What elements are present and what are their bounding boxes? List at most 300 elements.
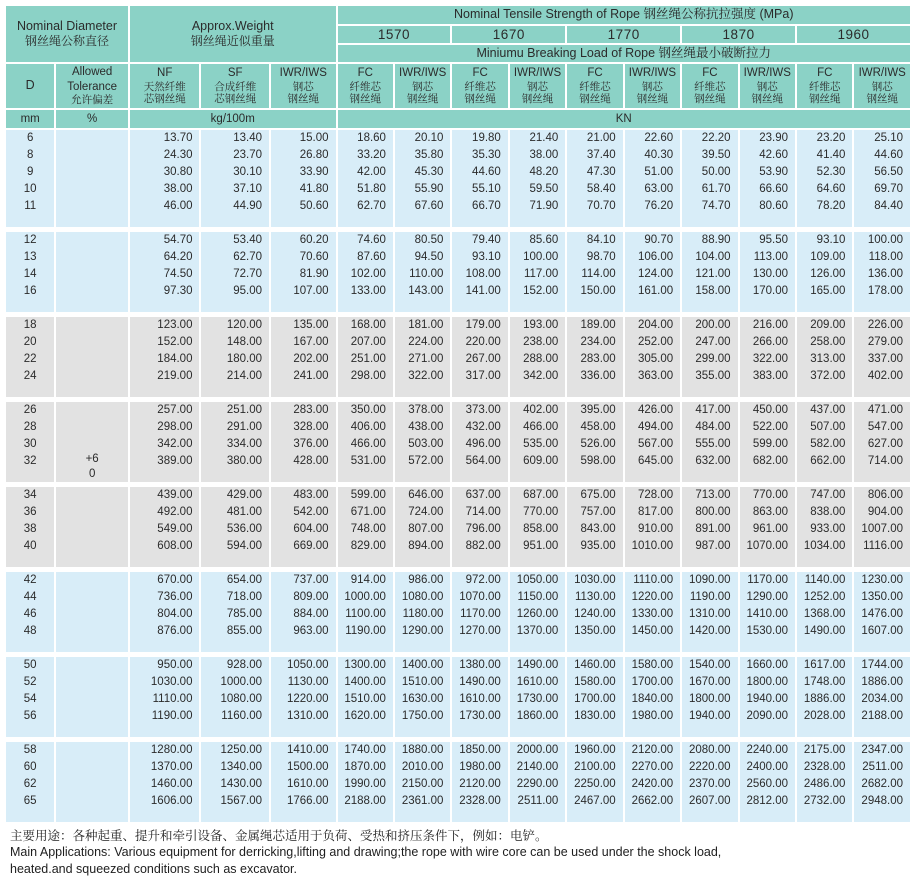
- padding-cell: [451, 725, 508, 737]
- value-cell: 1630.00: [394, 691, 451, 708]
- value-cell: 328.00: [270, 419, 337, 436]
- table-header: [5, 5, 911, 129]
- value-cell: 342.00: [129, 436, 201, 453]
- value-cell: 350.00: [337, 402, 394, 419]
- value-cell: 95.00: [200, 283, 270, 300]
- col-header-fc-1570: [337, 63, 394, 108]
- value-cell: 226.00: [853, 317, 911, 334]
- col-header-breaking-load: [337, 44, 911, 64]
- padding-cell: [509, 555, 566, 567]
- padding-cell: [200, 470, 270, 482]
- value-cell: 25.10: [853, 129, 911, 147]
- table-row: [5, 402, 911, 419]
- value-cell: 1880.00: [394, 742, 451, 759]
- value-cell: 547.00: [853, 419, 911, 436]
- value-cell: 79.40: [451, 232, 508, 249]
- value-cell: 1450.00: [624, 623, 681, 640]
- value-cell: 1510.00: [394, 674, 451, 691]
- padding-cell: [394, 470, 451, 482]
- row-block-7: [5, 742, 911, 822]
- value-cell: 807.00: [394, 521, 451, 538]
- value-cell: 1607.00: [853, 623, 911, 640]
- padding-cell: [853, 725, 911, 737]
- padding-cell: [566, 300, 623, 312]
- value-cell: 74.70: [681, 198, 738, 215]
- table-row: [5, 129, 911, 147]
- padding-cell: [796, 300, 853, 312]
- value-cell: 251.00: [200, 402, 270, 419]
- table-row: [5, 657, 911, 674]
- value-cell: 35.30: [451, 147, 508, 164]
- table-row: [5, 198, 911, 215]
- value-cell: 662.00: [796, 453, 853, 470]
- value-cell: 800.00: [681, 504, 738, 521]
- value-cell: 247.00: [681, 334, 738, 351]
- value-cell: 1190.00: [681, 589, 738, 606]
- table-row: [5, 181, 911, 198]
- value-cell: 1700.00: [566, 691, 623, 708]
- padding-cell: [200, 385, 270, 397]
- value-cell: 1380.00: [451, 657, 508, 674]
- col-header-iwr-1570-label: IWR/IWS: [399, 67, 447, 80]
- value-cell: 713.00: [681, 487, 738, 504]
- value-cell: 2328.00: [451, 793, 508, 810]
- value-cell: 94.50: [394, 249, 451, 266]
- padding-cell: [509, 300, 566, 312]
- value-cell: 39.50: [681, 147, 738, 164]
- diameter-cell: 10: [5, 181, 55, 198]
- value-cell: 123.00: [129, 317, 201, 334]
- value-cell: 1400.00: [337, 674, 394, 691]
- value-cell: 1110.00: [624, 572, 681, 589]
- tolerance-zero-value: 0: [88, 467, 96, 480]
- table-row: [5, 351, 911, 368]
- padding-cell: [624, 385, 681, 397]
- padding-cell: [5, 640, 55, 652]
- value-cell: 2290.00: [509, 776, 566, 793]
- value-cell: 1620.00: [337, 708, 394, 725]
- value-cell: 1400.00: [394, 657, 451, 674]
- value-cell: 267.00: [451, 351, 508, 368]
- value-cell: 1500.00: [270, 759, 337, 776]
- value-cell: 437.00: [796, 402, 853, 419]
- value-cell: 604.00: [270, 521, 337, 538]
- d-label: D: [25, 78, 35, 93]
- value-cell: 645.00: [624, 453, 681, 470]
- padding-cell: [270, 725, 337, 737]
- padding-cell: [681, 470, 738, 482]
- col-header-iwr-1570: [394, 63, 451, 108]
- value-cell: 627.00: [853, 436, 911, 453]
- value-cell: 535.00: [509, 436, 566, 453]
- value-cell: 1870.00: [337, 759, 394, 776]
- value-cell: 402.00: [853, 368, 911, 385]
- value-cell: 567.00: [624, 436, 681, 453]
- value-cell: 109.00: [796, 249, 853, 266]
- diameter-cell: 24: [5, 368, 55, 385]
- col-header-fc-1770-label: 钢丝绳: [579, 93, 611, 106]
- value-cell: 234.00: [566, 334, 623, 351]
- value-cell: 1007.00: [853, 521, 911, 538]
- value-cell: 564.00: [451, 453, 508, 470]
- value-cell: 1340.00: [200, 759, 270, 776]
- value-cell: 180.00: [200, 351, 270, 368]
- value-cell: 1070.00: [739, 538, 796, 555]
- padding-cell: [739, 215, 796, 227]
- value-cell: 181.00: [394, 317, 451, 334]
- value-cell: 322.00: [739, 351, 796, 368]
- value-cell: 317.00: [451, 368, 508, 385]
- table-row: [5, 521, 911, 538]
- padding-cell: [853, 470, 911, 482]
- value-cell: 209.00: [796, 317, 853, 334]
- value-cell: 829.00: [337, 538, 394, 555]
- value-cell: 41.40: [796, 147, 853, 164]
- value-cell: 481.00: [200, 504, 270, 521]
- grade-header-1770: 1770: [566, 25, 681, 44]
- value-cell: 2662.00: [624, 793, 681, 810]
- value-cell: 549.00: [129, 521, 201, 538]
- col-header-fc-1570-label: 纤维芯: [349, 80, 381, 93]
- value-cell: 1170.00: [451, 606, 508, 623]
- padding-cell: [270, 555, 337, 567]
- diameter-cell: 9: [5, 164, 55, 181]
- value-cell: 1110.00: [129, 691, 201, 708]
- value-cell: 44.60: [853, 147, 911, 164]
- value-cell: 121.00: [681, 266, 738, 283]
- value-cell: 2270.00: [624, 759, 681, 776]
- padding-cell: [509, 640, 566, 652]
- value-cell: 70.70: [566, 198, 623, 215]
- padding-cell: [624, 300, 681, 312]
- value-cell: 298.00: [129, 419, 201, 436]
- value-cell: 52.30: [796, 164, 853, 181]
- value-cell: 38.00: [509, 147, 566, 164]
- value-cell: 458.00: [566, 419, 623, 436]
- value-cell: 682.00: [739, 453, 796, 470]
- value-cell: 50.00: [681, 164, 738, 181]
- value-cell: 363.00: [624, 368, 681, 385]
- value-cell: 1980.00: [451, 759, 508, 776]
- padding-cell: [200, 300, 270, 312]
- padding-cell: [394, 215, 451, 227]
- rope-spec-table: [4, 4, 912, 822]
- value-cell: 1290.00: [394, 623, 451, 640]
- iwr-zh2: 钢丝绳: [287, 93, 320, 106]
- value-cell: 389.00: [129, 453, 201, 470]
- value-cell: 466.00: [509, 419, 566, 436]
- value-cell: 728.00: [624, 487, 681, 504]
- value-cell: 536.00: [200, 521, 270, 538]
- value-cell: 2220.00: [681, 759, 738, 776]
- value-cell: 1510.00: [337, 691, 394, 708]
- padding-cell: [200, 810, 270, 822]
- value-cell: 22.20: [681, 129, 738, 147]
- diameter-cell: 54: [5, 691, 55, 708]
- approx-weight-en: Approx.Weight: [191, 18, 274, 33]
- value-cell: 439.00: [129, 487, 201, 504]
- col-header-fc-1670: [451, 63, 508, 108]
- breaking-load-title: Miniumu Breaking Load of Rope 钢丝绳最小破断拉力: [476, 45, 772, 60]
- padding-cell: [739, 300, 796, 312]
- diameter-cell: 34: [5, 487, 55, 504]
- value-cell: 432.00: [451, 419, 508, 436]
- diameter-cell: 62: [5, 776, 55, 793]
- table-row: [5, 538, 911, 555]
- value-cell: 894.00: [394, 538, 451, 555]
- value-cell: 378.00: [394, 402, 451, 419]
- value-cell: 133.00: [337, 283, 394, 300]
- nf-zh1: 天然纤维: [143, 80, 186, 93]
- value-cell: 1490.00: [451, 674, 508, 691]
- value-cell: 81.90: [270, 266, 337, 283]
- value-cell: 2000.00: [509, 742, 566, 759]
- padding-cell: [5, 470, 55, 482]
- col-header-iwr-1670: [509, 63, 566, 108]
- value-cell: 2175.00: [796, 742, 853, 759]
- diameter-cell: 6: [5, 129, 55, 147]
- value-cell: 80.60: [739, 198, 796, 215]
- value-cell: 598.00: [566, 453, 623, 470]
- value-cell: 654.00: [200, 572, 270, 589]
- value-cell: 288.00: [509, 351, 566, 368]
- col-header-fc-1870-label: 钢丝绳: [694, 93, 726, 106]
- value-cell: 891.00: [681, 521, 738, 538]
- value-cell: 2150.00: [394, 776, 451, 793]
- block-padding-row: [5, 640, 911, 652]
- iwr-zh1: 钢芯: [292, 80, 314, 93]
- value-cell: 646.00: [394, 487, 451, 504]
- padding-cell: [624, 555, 681, 567]
- value-cell: 951.00: [509, 538, 566, 555]
- diameter-cell: 14: [5, 266, 55, 283]
- value-cell: 266.00: [739, 334, 796, 351]
- tolerance-cell: [55, 129, 129, 227]
- value-cell: 216.00: [739, 317, 796, 334]
- value-cell: 572.00: [394, 453, 451, 470]
- value-cell: 736.00: [129, 589, 201, 606]
- col-header-iwr-1870: [739, 63, 796, 108]
- value-cell: 1220.00: [270, 691, 337, 708]
- padding-cell: [624, 725, 681, 737]
- value-cell: 13.70: [129, 129, 201, 147]
- value-cell: 84.10: [566, 232, 623, 249]
- value-cell: 2682.00: [853, 776, 911, 793]
- value-cell: 496.00: [451, 436, 508, 453]
- value-cell: 110.00: [394, 266, 451, 283]
- value-cell: 2511.00: [853, 759, 911, 776]
- value-cell: 1420.00: [681, 623, 738, 640]
- value-cell: 35.80: [394, 147, 451, 164]
- value-cell: 13.40: [200, 129, 270, 147]
- value-cell: 507.00: [796, 419, 853, 436]
- value-cell: 135.00: [270, 317, 337, 334]
- table-row: [5, 453, 911, 470]
- table-row: [5, 589, 911, 606]
- value-cell: 15.00: [270, 129, 337, 147]
- value-cell: 41.80: [270, 181, 337, 198]
- nf-code: NF: [157, 67, 173, 80]
- value-cell: 376.00: [270, 436, 337, 453]
- value-cell: 124.00: [624, 266, 681, 283]
- value-cell: 675.00: [566, 487, 623, 504]
- tolerance-en2: Tolerance: [67, 80, 118, 93]
- value-cell: 1070.00: [451, 589, 508, 606]
- value-cell: 1730.00: [509, 691, 566, 708]
- value-cell: 671.00: [337, 504, 394, 521]
- value-cell: 1250.00: [200, 742, 270, 759]
- value-cell: 51.00: [624, 164, 681, 181]
- value-cell: 2948.00: [853, 793, 911, 810]
- value-cell: 114.00: [566, 266, 623, 283]
- value-cell: 23.90: [739, 129, 796, 147]
- value-cell: 594.00: [200, 538, 270, 555]
- col-header-fc-1870-label: 纤维芯: [694, 80, 726, 93]
- value-cell: 2370.00: [681, 776, 738, 793]
- padding-cell: [739, 470, 796, 482]
- value-cell: 118.00: [853, 249, 911, 266]
- row-block-1: [5, 232, 911, 312]
- diameter-cell: 58: [5, 742, 55, 759]
- padding-cell: [394, 725, 451, 737]
- value-cell: 283.00: [270, 402, 337, 419]
- footer-applications-zh: 主要用途：各种起重、提升和牵引设备、金属绳芯适用于负荷、受热和挤压条件下，例如：电铲。: [10, 828, 548, 843]
- row-block-0: [5, 129, 911, 227]
- value-cell: 632.00: [681, 453, 738, 470]
- value-cell: 1300.00: [337, 657, 394, 674]
- row-block-4: [5, 487, 911, 567]
- diameter-cell: 18: [5, 317, 55, 334]
- value-cell: 1410.00: [270, 742, 337, 759]
- value-cell: 1886.00: [853, 674, 911, 691]
- padding-cell: [739, 385, 796, 397]
- col-header-iwr-1960-label: IWR/IWS: [858, 67, 906, 80]
- value-cell: 1410.00: [739, 606, 796, 623]
- padding-cell: [270, 810, 337, 822]
- grade-header-1870: 1870: [681, 25, 796, 44]
- value-cell: 2028.00: [796, 708, 853, 725]
- col-header-fc-1770-label: 纤维芯: [579, 80, 611, 93]
- value-cell: 66.60: [739, 181, 796, 198]
- value-cell: 44.90: [200, 198, 270, 215]
- padding-cell: [853, 215, 911, 227]
- value-cell: 62.70: [337, 198, 394, 215]
- col-header-tolerance: [55, 63, 129, 108]
- value-cell: 204.00: [624, 317, 681, 334]
- value-cell: 71.90: [509, 198, 566, 215]
- value-cell: 770.00: [509, 504, 566, 521]
- value-cell: 1490.00: [796, 623, 853, 640]
- padding-cell: [739, 640, 796, 652]
- value-cell: 1886.00: [796, 691, 853, 708]
- col-header-iwr: [270, 63, 337, 108]
- col-header-nominal-diameter: [5, 5, 129, 63]
- value-cell: 1748.00: [796, 674, 853, 691]
- value-cell: 88.90: [681, 232, 738, 249]
- padding-cell: [509, 810, 566, 822]
- value-cell: 224.00: [394, 334, 451, 351]
- value-cell: 241.00: [270, 368, 337, 385]
- value-cell: 876.00: [129, 623, 201, 640]
- value-cell: 120.00: [200, 317, 270, 334]
- diameter-cell: 22: [5, 351, 55, 368]
- unit-mm: mm: [5, 109, 55, 129]
- value-cell: 1610.00: [270, 776, 337, 793]
- value-cell: 406.00: [337, 419, 394, 436]
- value-cell: 168.00: [337, 317, 394, 334]
- padding-cell: [129, 725, 201, 737]
- col-header-fc-1960-label: FC: [817, 67, 833, 80]
- value-cell: 858.00: [509, 521, 566, 538]
- col-header-fc-1770-label: FC: [587, 67, 603, 80]
- value-cell: 402.00: [509, 402, 566, 419]
- value-cell: 18.60: [337, 129, 394, 147]
- value-cell: 165.00: [796, 283, 853, 300]
- value-cell: 1700.00: [624, 674, 681, 691]
- value-cell: 757.00: [566, 504, 623, 521]
- value-cell: 1100.00: [337, 606, 394, 623]
- value-cell: 494.00: [624, 419, 681, 436]
- value-cell: 107.00: [270, 283, 337, 300]
- value-cell: 1730.00: [451, 708, 508, 725]
- value-cell: 219.00: [129, 368, 201, 385]
- value-cell: 429.00: [200, 487, 270, 504]
- value-cell: 66.70: [451, 198, 508, 215]
- value-cell: 1290.00: [739, 589, 796, 606]
- value-cell: 98.70: [566, 249, 623, 266]
- value-cell: 1220.00: [624, 589, 681, 606]
- tolerance-zh: 允许偏差: [71, 94, 114, 106]
- value-cell: 963.00: [270, 623, 337, 640]
- padding-cell: [509, 215, 566, 227]
- value-cell: 2140.00: [509, 759, 566, 776]
- value-cell: 1940.00: [739, 691, 796, 708]
- value-cell: 1606.00: [129, 793, 201, 810]
- table-row: [5, 776, 911, 793]
- diameter-cell: 32: [5, 453, 55, 470]
- value-cell: 93.10: [451, 249, 508, 266]
- padding-cell: [681, 215, 738, 227]
- nominal-diameter-zh: 钢丝绳公称直径: [24, 34, 109, 49]
- value-cell: 395.00: [566, 402, 623, 419]
- value-cell: 179.00: [451, 317, 508, 334]
- padding-cell: [681, 300, 738, 312]
- value-cell: 355.00: [681, 368, 738, 385]
- value-cell: 257.00: [129, 402, 201, 419]
- value-cell: 1030.00: [129, 674, 201, 691]
- table-row: [5, 759, 911, 776]
- value-cell: 305.00: [624, 351, 681, 368]
- value-cell: 961.00: [739, 521, 796, 538]
- value-cell: 1530.00: [739, 623, 796, 640]
- table-row: [5, 793, 911, 810]
- value-cell: 26.80: [270, 147, 337, 164]
- value-cell: 809.00: [270, 589, 337, 606]
- padding-cell: [681, 640, 738, 652]
- diameter-cell: 46: [5, 606, 55, 623]
- value-cell: 503.00: [394, 436, 451, 453]
- padding-cell: [451, 640, 508, 652]
- row-block-3: [5, 402, 911, 482]
- col-header-fc-1960-label: 钢丝绳: [808, 93, 841, 106]
- value-cell: 1090.00: [681, 572, 738, 589]
- padding-cell: [566, 385, 623, 397]
- value-cell: 1190.00: [129, 708, 201, 725]
- value-cell: 1230.00: [853, 572, 911, 589]
- value-cell: 76.20: [624, 198, 681, 215]
- table-row: [5, 742, 911, 759]
- value-cell: 914.00: [337, 572, 394, 589]
